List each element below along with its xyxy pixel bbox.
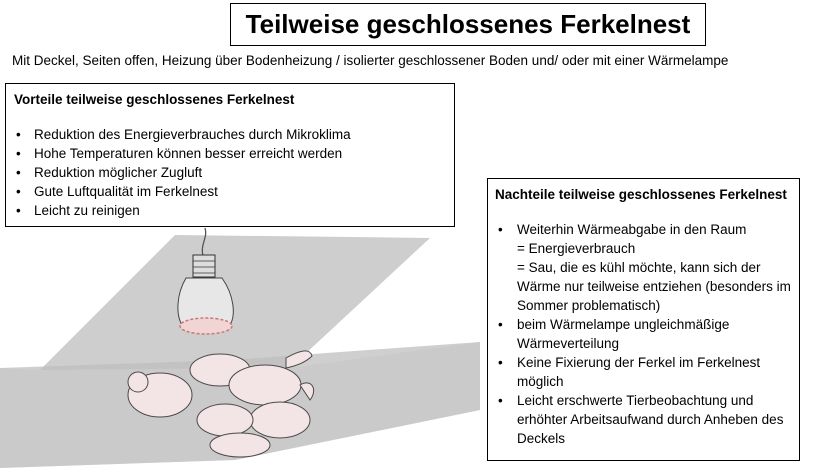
list-item: • beim Wärmelampe ungleichmäßige Wärmeverteilung <box>495 315 792 353</box>
nest-lid <box>40 235 430 370</box>
pros-box <box>5 83 455 227</box>
cons-box <box>487 178 800 461</box>
list-item: • Weiterhin Wärmeabgabe in den Raum <box>495 220 792 239</box>
cons-list <box>495 220 792 448</box>
subtitle: Mit Deckel, Seiten offen, Heizung über Bodenheizung / isolierter geschlossener Boden und/ oder mit einer Wärmelampe <box>12 53 729 68</box>
page-title: Teilweise geschlossenes Ferkelnest <box>230 3 706 46</box>
pros-list <box>14 125 446 220</box>
list-item: • Leicht erschwerte Tierbeobachtung und erhöhter Arbeitsaufwand durch Anheben des Deckels <box>495 391 792 448</box>
lamp-socket <box>193 255 215 277</box>
list-item: • Reduktion des Energieverbrauches durch Mikroklima <box>14 125 446 144</box>
list-line: = Energieverbrauch <box>517 241 636 256</box>
list-item: • Hohe Temperaturen können besser erreicht werden <box>14 144 446 163</box>
list-item: • Reduktion möglicher Zugluft <box>14 163 446 182</box>
list-item: • Keine Fixierung der Ferkel im Ferkelnest möglich <box>495 353 792 391</box>
list-line: = Sau, die es kühl möchte, kann sich der Wärme nur teilweise entziehen (besonders im Sommer problematisch) <box>517 260 791 313</box>
pros-heading: Vorteile teilweise geschlossenes Ferkelnest <box>14 92 295 107</box>
piglet-nest-illustration <box>0 210 480 468</box>
cons-heading: Nachteile teilweise geschlossenes Ferkelnest <box>495 187 787 202</box>
list-item: • Leicht zu reinigen <box>14 201 446 220</box>
list-item: • Gute Luftqualität im Ferkelnest <box>14 182 446 201</box>
